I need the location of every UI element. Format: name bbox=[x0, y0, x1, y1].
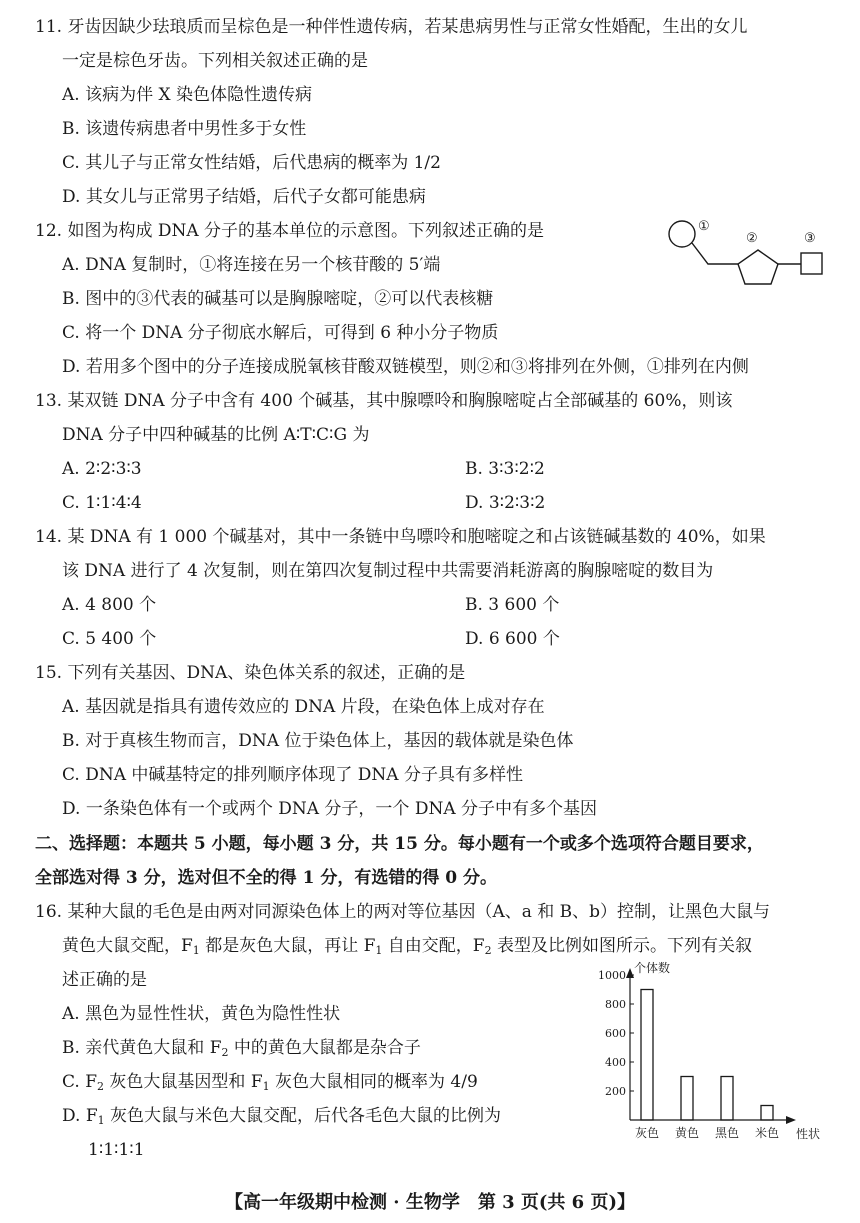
page-footer: 【高一年级期中检测 · 生物学 第 3 页(共 6 页)】 bbox=[225, 1192, 635, 1213]
section2-header-line2: 全部选对得 3 分，选对但不全的得 1 分，有选错的得 0 分。 bbox=[35, 868, 497, 888]
q16-option-c: C. $F_2$ 灰色大鼠基因型和 $F_1$ 灰色大鼠相同的概率为 4/9 bbox=[62, 1072, 478, 1093]
x-category-label: 米色 bbox=[754, 1126, 780, 1140]
q16-stem-line2: 黄色大鼠交配，$F_1$ 都是灰色大鼠，再让 $F_1$ 自由交配，$F_2$ 表型及比例如图所示。下列有关叙 bbox=[62, 936, 753, 957]
diagram-label-3: ③ bbox=[804, 231, 816, 246]
nucleotide-diagram bbox=[660, 212, 830, 292]
x-axis-label: 性状 bbox=[796, 1127, 821, 1141]
q11-option-a: A. 该病为伴 X 染色体隐性遗传病 bbox=[62, 85, 312, 105]
q14-option-a: A. 4 800 个 bbox=[62, 595, 157, 615]
bar-3 bbox=[721, 1077, 733, 1121]
q12-option-a: A. DNA 复制时，①将连接在另一个核苷酸的 5′端 bbox=[62, 255, 441, 275]
q15-option-a: A. 基因就是指具有遗传效应的 DNA 片段，在染色体上成对存在 bbox=[62, 697, 545, 717]
q11-option-c: C. 其儿子与正常女性结婚，后代患病的概率为 1/2 bbox=[62, 153, 441, 173]
q15-option-c: C. DNA 中碱基特定的排列顺序体现了 DNA 分子具有多样性 bbox=[62, 765, 523, 785]
phosphate-bond-line bbox=[692, 243, 738, 264]
q15-option-d: D. 一条染色体有一个或两个 DNA 分子，一个 DNA 分子中有多个基因 bbox=[62, 799, 598, 819]
phosphate-circle bbox=[669, 221, 695, 247]
q11-stem-line2: 一定是棕色牙齿。下列相关叙述正确的是 bbox=[62, 51, 368, 71]
q14-option-c: C. 5 400 个 bbox=[62, 629, 157, 649]
y-tick-label: 200 bbox=[605, 1085, 626, 1098]
bar-2 bbox=[681, 1077, 693, 1121]
q13-stem-line2: DNA 分子中四种碱基的比例 A∶T∶C∶G 为 bbox=[62, 425, 370, 445]
q16-stem-line3: 述正确的是 bbox=[62, 970, 147, 990]
section2-header-line1: 二、选择题：本题共 5 小题，每小题 3 分，共 15 分。每小题有一个或多个选项符合题目要求， bbox=[35, 834, 764, 854]
phenotype-bar-chart bbox=[590, 960, 830, 1145]
x-category-label: 黄色 bbox=[674, 1126, 700, 1140]
bar-1 bbox=[641, 990, 653, 1121]
y-tick-label: 800 bbox=[605, 998, 626, 1011]
q15-option-b: B. 对于真核生物而言，DNA 位于染色体上，基因的载体就是染色体 bbox=[62, 731, 574, 751]
x-category-label: 黑色 bbox=[714, 1126, 740, 1140]
q11-option-d: D. 其女儿与正常男子结婚，后代子女都可能患病 bbox=[62, 187, 426, 207]
q12-option-d: D. 若用多个图中的分子连接成脱氧核苷酸双链模型，则②和③将排列在外侧，①排列在内侧 bbox=[62, 357, 749, 377]
q14-stem-line2: 该 DNA 进行了 4 次复制，则在第四次复制过程中共需要消耗游离的胸腺嘧啶的数目为 bbox=[62, 561, 714, 581]
q11-stem-line1: 11. 牙齿因缺少珐琅质而呈棕色是一种伴性遗传病，若某患病男性与正常女性婚配，生出的女儿 bbox=[35, 17, 748, 37]
q13-option-d: D. 3∶2∶3∶2 bbox=[465, 493, 546, 513]
q14-stem-line1: 14. 某 DNA 有 1 000 个碱基对，其中一条链中鸟嘌呤和胞嘧啶之和占该链碱基数的 40%，如果 bbox=[35, 527, 766, 547]
q13-option-a: A. 2∶2∶3∶3 bbox=[62, 459, 142, 479]
q16-option-d-line2: 1∶1∶1∶1 bbox=[88, 1140, 145, 1160]
q14-option-b: B. 3 600 个 bbox=[465, 595, 560, 615]
q16-option-b: B. 亲代黄色大鼠和 $F_2$ 中的黄色大鼠都是杂合子 bbox=[62, 1038, 421, 1059]
q16-option-d: D. $F_1$ 灰色大鼠与米色大鼠交配，后代各毛色大鼠的比例为 bbox=[62, 1106, 502, 1127]
q16-option-a: A. 黑色为显性性状，黄色为隐性性状 bbox=[62, 1004, 341, 1024]
y-tick-label: 600 bbox=[605, 1027, 626, 1040]
y-axis-label: 个体数 bbox=[634, 961, 671, 975]
q13-stem-line1: 13. 某双链 DNA 分子中含有 400 个碱基，其中腺嘌呤和胸腺嘧啶占全部碱基的 60%，则该 bbox=[35, 391, 733, 411]
q15-stem: 15. 下列有关基因、DNA、染色体关系的叙述，正确的是 bbox=[35, 663, 466, 683]
bar-4 bbox=[761, 1106, 773, 1121]
q11-option-b: B. 该遗传病患者中男性多于女性 bbox=[62, 119, 307, 139]
q12-option-b: B. 图中的③代表的碱基可以是胸腺嘧啶，②可以代表核糖 bbox=[62, 289, 494, 309]
y-axis-arrow bbox=[626, 968, 634, 978]
x-axis-arrow bbox=[786, 1116, 796, 1124]
y-tick-label: 1000 bbox=[598, 969, 626, 982]
q16-stem-line1: 16. 某种大鼠的毛色是由两对同源染色体上的两对等位基因（A、a 和 B、b）控制，让黑色大鼠与 bbox=[35, 902, 771, 922]
q14-option-d: D. 6 600 个 bbox=[465, 629, 560, 649]
q12-stem: 12. 如图为构成 DNA 分子的基本单位的示意图。下列叙述正确的是 bbox=[35, 221, 545, 241]
q13-option-c: C. 1∶1∶4∶4 bbox=[62, 493, 142, 513]
x-category-label: 灰色 bbox=[634, 1126, 660, 1140]
base-square bbox=[801, 253, 822, 274]
diagram-label-1: ① bbox=[698, 219, 710, 234]
diagram-label-2: ② bbox=[746, 231, 758, 246]
sugar-pentagon bbox=[738, 250, 778, 284]
y-tick-label: 400 bbox=[605, 1056, 626, 1069]
q13-option-b: B. 3∶3∶2∶2 bbox=[465, 459, 545, 479]
q12-option-c: C. 将一个 DNA 分子彻底水解后，可得到 6 种小分子物质 bbox=[62, 323, 499, 343]
